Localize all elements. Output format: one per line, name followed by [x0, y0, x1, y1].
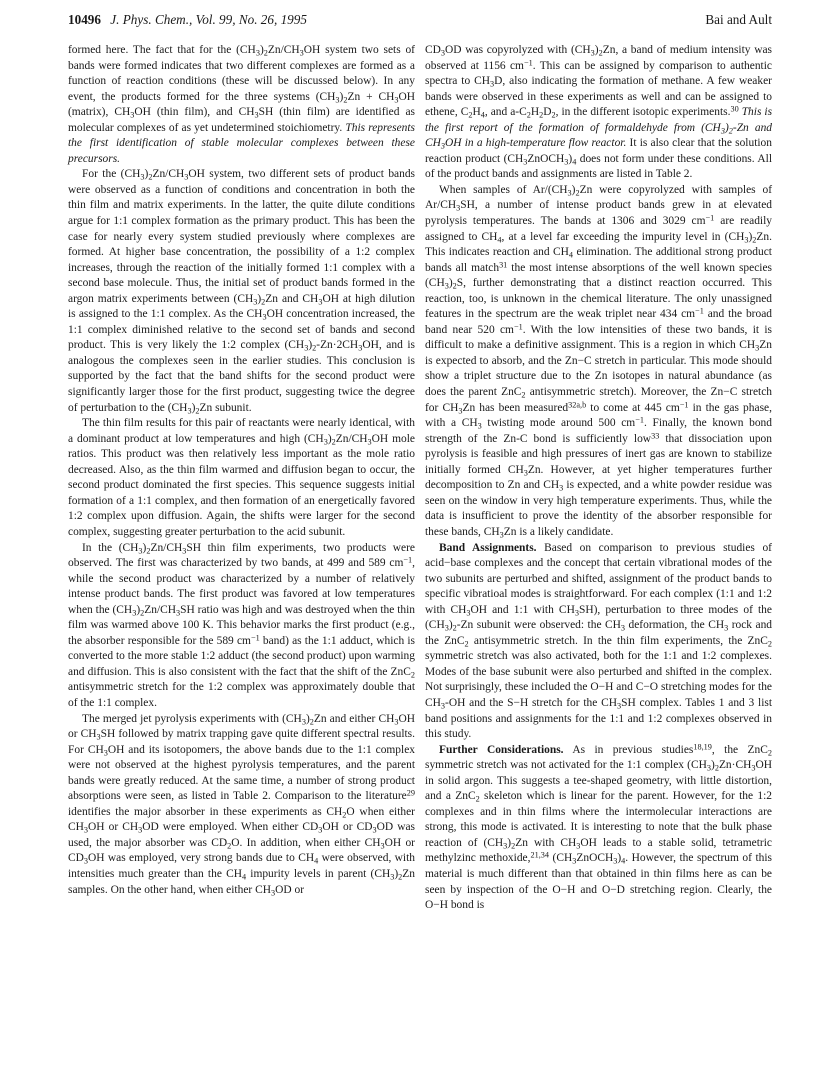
paragraph-band-assignments: Band Assignments. Based on comparison to previous studies of acid−base complexes and the concept that certain vibrational modes of the two subunits are perturbed and shifted, assignment of the product bands to specific vibratioal modes is straightforward. For each complex (1:1 and 1:2 with $CH_3OH$ and 1:1 with $CH_3SH$), perturbation to three modes of the $(CH_3)_2-Zn$ subunit were observed: the $CH_3$ deformation, the $CH_3$ rock and the ZnC$_2$ antisymmetric stretch. In the thin film experiments, the ZnC$_2$ symmetric stretch was also activated, both for the 1:1 and 1:2 complexes. Modes of the base subunit were also perturbed and shifted in the complex. Not surprisingly, these included the O−H and C−O stretching modes for the $CH_3-OH$ and the S−H stretch for the $CH_3SH$ complex. Tables 1 and 3 list band positions and assignments for the 1:1 and 1:2 complexes observed in this study. [425, 541, 773, 741]
paragraph: When samples of $Ar/(CH_3)_2Zn$ were copyrolyzed with samples of $Ar/CH_3SH$, a number of intense product bands grew in at elevated pyrolysis temperatures. The bands at 1306 and 3029 $cm^{-1}$ are readily assigned to $CH_4$, at a level far exceeding the impurity level in $(CH_3)_2Zn$. This indicates reaction and $CH_4$ elimination. The additional strong product bands all match$^{31}$ the most intense absorptions of the well known species $(CH_3)_2S$, further demonstrating that a distinct reaction occurred. This reaction, too, is unknown in the chemical literature. The only unassigned features in the spectrum are the weak triplet near 434 $cm^{-1}$ and the broad band near 520 $cm^{-1}$. With the low intensities of these two bands, it is difficult to make a definitive assignment. This is a region in which $CH_3Zn$ is expected to absorb, and the Zn−C stretch in particular. This mode should show a triplet structure due to the Zn isotopes in natural abundance (as does the parent ZnC$_2$ antisymmetric stretch). Moreover, the Zn−C stretch for $CH_3Zn$ has been measured$^{32a,b}$ to come at 445 $cm^{-1}$ in the gas phase, with a $CH_3$ twisting mode around 500 $cm^{-1}$. Finally, the known bond strength of the Zn-C bond is sufficiently low$^{33}$ that dissociation upon pyrolysis is feasible and high pressures of inert gas are known to stabilize initially formed $CH_3Zn$. However, at yet higher temperatures further decomposition to Zn and $CH_3$ is expected, and a white powder residue was seen on the window in very high temperature experiments. Thus, while the data is insufficient to prove the identity of the absorber responsible for these bands, $CH_3Zn$ is a likely candidate. [425, 183, 773, 540]
paragraph: formed here. The fact that for the $(CH_3)_2Zn/CH_3OH$ system two sets of bands were formed indicates that two different complexes are formed as a function of reaction conditions (these will be discussed below). In any event, the products formed for the three systems $(CH_3)_2Zn + CH_3OH$ (matrix), $CH_3OH$ (thin film), and $CH_3SH$ (thin film) are identified as molecular complexes of as yet undetermined stoichiometry. This represents the first identification of stable molecular complexes between these precursors. [68, 44, 415, 165]
running-authors: Bai and Ault [705, 12, 772, 27]
paragraph-further-considerations: Further Considerations. As in previous studies$^{18,19}$, the ZnC$_2$ symmetric stretch was not activated for the 1:1 complex $(CH_3)_2Zn\cdot CH_3OH$ in solid argon. This suggests a tee-shaped geometry, with little distortion, and a ZnC$_2$ skeleton which is linear for the parent. However, for the 1:2 complexes and in thin films where the intermolecular interactions are strong, this mode is activated. It is interesting to note that the bulk phase reaction of $(CH_3)_2Zn$ with $CH_3OH$ leads to a stable solid, tetrametric methylzinc methoxide,$^{21,34}$ $(CH_3ZnOCH_3)_4$. However, the spectrum of this material is much different than that obtained in thin films here as can be seen by inspection of the O−H and O−D stretching region. Clearly, the O−H bond is [425, 741, 772, 912]
running-header [68, 12, 772, 32]
paragraph: The merged jet pyrolysis experiments with $(CH_3)_2Zn$ and either $CH_3OH$ or $CH_3SH$ followed by matrix trapping gave quite different spectral results. For $CH_3OH$ and its isotopomers, the above bands due to the 1:1 complex were not observed at the highest pyrolysis temperatures, and the parent bands were greatly reduced. At the same time, a number of strong product absorptions were seen, as listed in Table 2. Comparison to the literature$^{29}$ identifies the major absorber in these experiments as $CH_2O$ when either $CH_3OH$ or $CH_3OD$ were employed. When either $CD_3OH$ or $CD_3OD$ was used, the major absorber was $CD_2O$. In addition, when either $CH_3OH$ or $CD_3OH$ was employed, very strong bands due to $CH_4$ were observed, with intensities much greater than the $CH_4$ impurity levels in parent $(CH_3)_2Zn$ samples. On the other hand, when either $CH_3OD$ or [68, 712, 416, 898]
paragraph: In the $(CH_3)_2Zn/CH_3SH$ thin film experiments, two products were observed. The first was characterized by two bands, at 499 and 589 $cm^{-1}$, while the second product was characterized by a number of relatively intense product bands. The first product was favored at low temperatures when the $(CH_3)_2Zn/CH_3SH$ ratio was high and was destroyed when the thin film was warmed above 100 K. This behavior marks the first product (e.g., the absorber responsible for the 589 $cm^{-1}$ band) as the 1:1 adduct, which is converted to the more stable 1:2 adduct (the second product) upon warming and diffusion. This is also consistent with the fact that the shift of the ZnC$_2$ antisymmetric stretch for the 1:2 complex was approximately double that of the 1:1 complex. [68, 541, 415, 709]
journal-citation: J. Phys. Chem., Vol. 99, No. 26, 1995 [110, 12, 307, 27]
paragraph: For the $(CH_3)_2Zn/CH_3OH$ system, two different sets of product bands were observed as a function of conditions and concentration in both the thin film and matrix experiments. In the latter, the quite dilute conditions argue for 1:1 complex formation as the primary product. This has been the case for nearly every system studied previously where complexes are formed. At higher base concentration, the possibility of a 1:2 complex increases, through the reaction of the initially formed 1:1 complex with a second base molecule. Thus, the initial set of product bands formed in the argon matrix experiments between $(CH_3)_2Zn$ and $CH_3OH$ at high dilution is assigned to the 1:1 complex. As the $CH_3OH$ concentration increased, the 1:1 complex diminished relative to the second set of bands and second product. This is very likely the 1:2 complex $(CH_3)_2-Zn\cdot 2CH_3OH$, and is analogous the complexes seen in the earlier studies. This conclusion is supported by the fact that the band shifts for the second product were significantly larger those for the first product, suggesting twice the degree of perturbation to the $(CH_3)_2Zn$ subunit. [68, 168, 416, 416]
paragraph: $CD_3OD$ was copyrolyzed with $(CH_3)_2Zn$, a band of medium intensity was observed at 1156 $cm^{-1}$. This can be assigned by comparison to authentic spectra to $CH_3D$, also indicating the formation of methane. A few weaker bands were observed in these experiments as well and can be assigned to ethene, $C_2H_4$, and $a-C_2H_2D_2$, in the different isotopic experiments.$^{30}$ This is the first report of the formation of formaldehyde from $(CH_3)_2-Zn$ and $CH_3OH$ in a high-temperature flow reactor. It is also clear that the solution reaction product $(CH_3ZnOCH_3)_4$ does not form under these conditions. All of the product bands and assignments are listed in Table 2. [425, 44, 773, 181]
right-column [425, 43, 772, 914]
paragraph: The thin film results for this pair of reactants were nearly identical, with a dominant product at low temperatures and high $(CH_3)_2Zn/CH_3OH$ mole ratios. This product was then relatively less important as the mole ratio decreased. Also, as the thin film warmed and diffusion began to occur, the second product dominated the first species. This sequence suggests initial formation of a 1:1 complex, and then formation of an energetically favored 1:2 complex upon diffusion. Again, the shifts were larger for the second complex, suggesting greater perturbation to the acid subunit. [68, 417, 415, 538]
page-number: 10496 [68, 12, 101, 27]
left-column [68, 43, 415, 898]
